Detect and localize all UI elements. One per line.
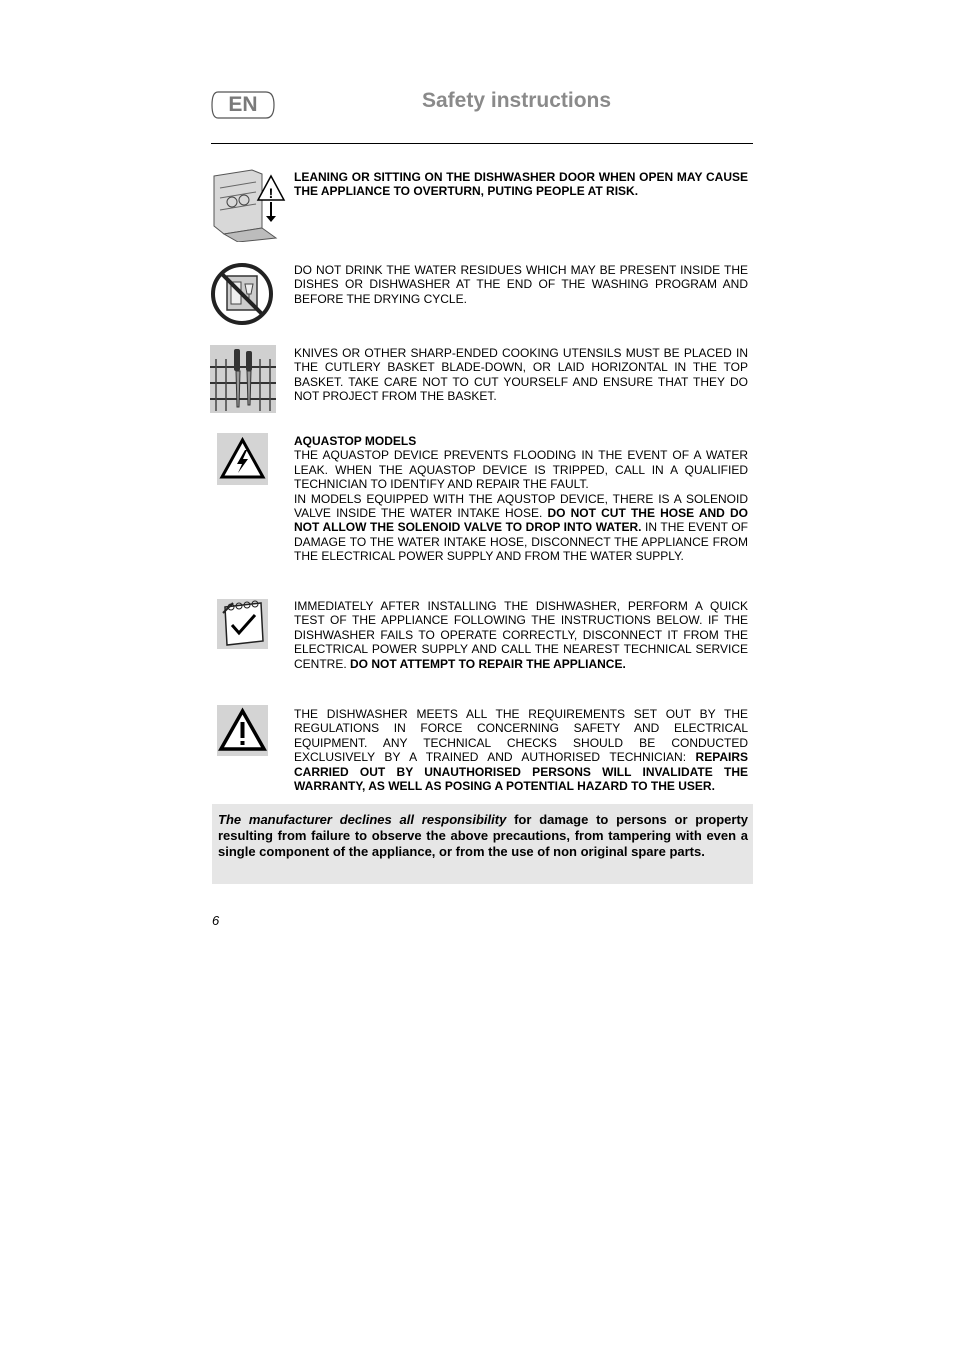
regulations-paragraph [294, 707, 748, 793]
regulations-text [294, 707, 748, 793]
door-warning-paragraph: LEANING OR SITTING ON THE DISHWASHER DOOR WHEN OPEN MAY CAUSE THE APPLIANCE TO OVERTURN, PUTING PEOPLE AT RISK. [294, 170, 748, 199]
knives-text [294, 346, 748, 404]
quick-test-warning: DO NOT ATTEMPT TO REPAIR THE APPLIANCE. [350, 656, 626, 671]
svg-text:!: ! [268, 185, 274, 201]
regulations-warning: REPAIRS CARRIED OUT BY UNAUTHORISED PERSONS WILL INVALIDATE THE WARRANTY, AS WELL AS POSING A POTENTIAL HAZARD TO THE USER. [294, 750, 748, 794]
language-badge [210, 90, 276, 120]
header-divider [211, 143, 753, 144]
quick-test-instructions: IMMEDIATELY AFTER INSTALLING THE DISHWASHER, PERFORM A QUICK TEST OF THE APPLIANCE FOLLOWING THE INSTRUCTIONS BELOW. IF THE DISHWASHER FAILS TO OPERATE CORRECTLY, DISCONNECT IT FROM THE ELECTRICAL POWER SUPPLY AND CALL THE NEAREST TECHNICAL SERVICE CENTRE. [294, 599, 748, 671]
liability-notice-lead: The manufacturer declines all responsibility [218, 812, 507, 827]
checklist-test-icon [217, 599, 268, 654]
door-warning-text [294, 170, 748, 199]
aquastop-heading: AQUASTOP MODELS [294, 434, 417, 448]
language-code: EN [228, 93, 258, 116]
drinking-water-paragraph: DO NOT DRINK THE WATER RESIDUES WHICH MAY BE PRESENT INSIDE THE DISHES OR DISHWASHER AT THE END OF THE WASHING PROGRAM AND BEFORE THE DRYING CYCLE. [294, 263, 748, 306]
aquastop-solenoid-warning: DO NOT CUT THE HOSE AND DO NOT ALLOW THE SOLENOID VALVE TO DROP INTO WATER. [294, 506, 748, 535]
regulations-info: THE DISHWASHER MEETS ALL THE REQUIREMENTS SET OUT BY THE REGULATIONS IN FORCE CONCERNING SAFETY AND ELECTRICAL EQUIPMENT. ANY TECHNICAL CHECKS SHOULD BE CONDUCTED EXCLUSIVELY BY A TRAINED AND AUTHORISED TECHNICIAN: [294, 707, 748, 765]
knives-paragraph: KNIVES OR OTHER SHARP-ENDED COOKING UTENSILS MUST BE PLACED IN THE CUTLERY BASKET BLADE-DOWN, OR LAID HORIZONTAL IN THE TOP BASKET. TAKE CARE NOT TO CUT YOURSELF AND ENSURE THAT THEY DO NOT PROJECT FROM THE BASKET. [294, 346, 748, 404]
aquastop-paragraph-1: THE AQUASTOP DEVICE PREVENTS FLOODING IN THE EVENT OF A WATER LEAK. WHEN THE AQUASTOP DEVICE IS TRIPPED, CALL IN A QUALIFIED TECHNICIAN TO IDENTIFY AND REPAIR THE FAULT. [294, 448, 748, 492]
quick-test-text [294, 599, 748, 671]
page-title: Safety instructions [422, 89, 612, 112]
aquastop-damage-info: IN THE EVENT OF DAMAGE TO THE WATER INTAKE HOSE, DISCONNECT THE APPLIANCE FROM THE ELECTRICAL POWER SUPPLY AND FROM THE WATER SUPPLY. [294, 520, 748, 564]
aquastop-paragraph-2 [294, 492, 748, 564]
drinking-water-text [294, 263, 748, 306]
liability-notice-text [218, 812, 748, 860]
general-warning-icon [217, 705, 268, 761]
aquastop-text [294, 434, 748, 564]
liability-notice-body: for damage to persons or property resulting from failure to observe the above precautions, from tampering with even a single component of the appliance, or from the use of non original spare parts. [218, 812, 749, 859]
knives-basket-icon [210, 345, 276, 418]
liability-notice [212, 804, 753, 884]
quick-test-paragraph [294, 599, 748, 671]
page-number: 6 [212, 913, 220, 928]
dishwasher-door-warning-icon [210, 168, 286, 247]
no-drinking-icon [210, 262, 276, 331]
aquastop-solenoid-info: IN MODELS EQUIPPED WITH THE AQUSTOP DEVICE, THERE IS A SOLENOID VALVE INSIDE THE WATER INTAKE HOSE. [294, 491, 748, 521]
electric-hazard-icon [217, 433, 268, 490]
